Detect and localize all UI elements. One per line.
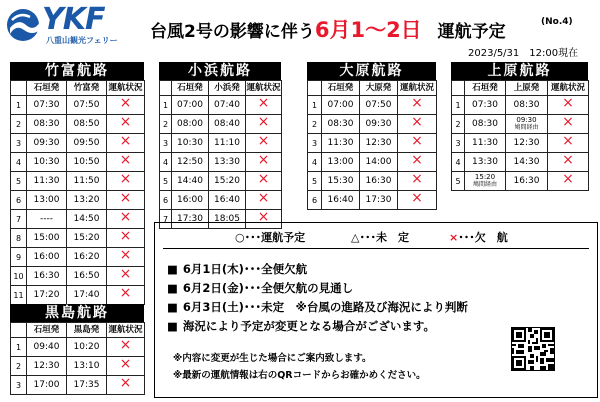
departure-ishigaki: 16:40 xyxy=(322,191,360,210)
departure-island: 10:20 xyxy=(67,338,107,357)
status-cancelled xyxy=(107,96,145,115)
departure-ishigaki: 08:30 xyxy=(322,115,360,134)
departure-island: 09:30 xyxy=(360,115,398,134)
status-cancelled xyxy=(398,115,437,134)
departure-ishigaki: 13:00 xyxy=(322,153,360,172)
departure-ishigaki: 12:30 xyxy=(27,357,67,376)
title-prefix: 台風2号の影響に伴う xyxy=(150,22,315,42)
row-number: 3 xyxy=(452,134,465,153)
departure-island: 07:50 xyxy=(360,96,398,115)
cancel-x-icon: × xyxy=(257,209,270,225)
table-row xyxy=(11,338,145,357)
departure-ishigaki: 17:00 xyxy=(27,376,67,395)
status-cancelled xyxy=(107,229,145,248)
status-cancelled xyxy=(107,172,145,191)
status-cancelled xyxy=(548,134,589,153)
status-cancelled xyxy=(548,115,589,134)
notice-line-3: ■ 6月3日(土)･･･未定 ※台風の進路及び海況により判断 xyxy=(167,299,468,315)
via-note: 鳩間経由 xyxy=(472,181,497,188)
issue-number: (No.4) xyxy=(541,17,573,27)
status-cancelled xyxy=(398,191,437,210)
cancel-x-icon: × xyxy=(411,171,423,187)
row-number: 1 xyxy=(11,338,27,357)
timetable xyxy=(10,322,145,395)
column-header: 小浜発 xyxy=(209,81,246,96)
departure-island xyxy=(506,115,548,134)
table-row xyxy=(308,115,437,134)
cancel-x-icon: × xyxy=(119,356,132,372)
cancel-x-icon: × xyxy=(119,337,132,353)
table-row xyxy=(160,172,282,191)
table-row xyxy=(11,134,145,153)
brand-name: YKF xyxy=(42,2,105,37)
row-number-header xyxy=(160,81,172,96)
status-cancelled xyxy=(548,96,589,115)
departure-island: 17:40 xyxy=(67,286,107,305)
cancel-x-icon: × xyxy=(119,152,132,168)
table-header-row xyxy=(308,81,437,96)
table-row xyxy=(452,153,589,172)
table-row xyxy=(11,248,145,267)
status-cancelled xyxy=(107,338,145,357)
timetable xyxy=(159,80,282,229)
departure-ishigaki: 12:50 xyxy=(172,153,209,172)
legend-cancel-text: ･･･欠 航 xyxy=(458,231,508,244)
departure-island: 16:30 xyxy=(506,172,548,191)
row-number: 7 xyxy=(160,210,172,229)
status-cancelled xyxy=(107,134,145,153)
row-number-header xyxy=(11,81,27,96)
row-number-header xyxy=(11,323,27,338)
departure-ishigaki: 13:30 xyxy=(465,153,506,172)
table-row xyxy=(11,357,145,376)
departure-island: 15:20 xyxy=(67,229,107,248)
page-title xyxy=(150,14,506,44)
cancel-x-icon: × xyxy=(119,95,132,111)
column-header: 運航状況 xyxy=(548,81,589,96)
row-number: 5 xyxy=(11,172,27,191)
table-row xyxy=(11,115,145,134)
row-number-header xyxy=(308,81,322,96)
departure-island: 13:30 xyxy=(209,153,246,172)
legend-cancel-mark: × xyxy=(449,231,459,244)
departure-ishigaki: 17:30 xyxy=(172,210,209,229)
status-cancelled xyxy=(246,134,282,153)
departure-ishigaki: 14:40 xyxy=(172,172,209,191)
table-row xyxy=(308,153,437,172)
cancel-x-icon: × xyxy=(119,375,132,391)
departure-ishigaki: 11:30 xyxy=(465,134,506,153)
time-value: 09:30 xyxy=(516,116,537,124)
status-cancelled xyxy=(548,153,589,172)
row-number: 1 xyxy=(11,96,27,115)
departure-island: 15:20 xyxy=(209,172,246,191)
departure-island: 18:05 xyxy=(209,210,246,229)
departure-ishigaki: 16:00 xyxy=(27,248,67,267)
status-cancelled xyxy=(107,248,145,267)
cancel-x-icon: × xyxy=(411,190,423,206)
table-row xyxy=(452,96,589,115)
row-number: 2 xyxy=(308,115,322,134)
departure-ishigaki: 16:30 xyxy=(27,267,67,286)
column-header: 石垣発 xyxy=(322,81,360,96)
table-row xyxy=(11,153,145,172)
footnote-change: ※内容に変更が生じた場合にご案内致します。 xyxy=(173,353,372,364)
departure-island: 07:50 xyxy=(67,96,107,115)
column-header: 運航状況 xyxy=(398,81,437,96)
status-cancelled xyxy=(246,172,282,191)
departure-island: 17:30 xyxy=(360,191,398,210)
departure-ishigaki: 07:30 xyxy=(27,96,67,115)
row-number: 6 xyxy=(308,191,322,210)
cancel-x-icon: × xyxy=(257,133,270,149)
legend-undecided: △･･･未 定 xyxy=(351,231,409,244)
cancel-x-icon: × xyxy=(119,190,132,206)
time-value: 15:20 xyxy=(474,173,496,181)
row-number: 2 xyxy=(11,357,27,376)
row-number: 9 xyxy=(11,248,27,267)
departure-ishigaki: 07:30 xyxy=(465,96,506,115)
departure-ishigaki: 11:30 xyxy=(27,172,67,191)
row-number: 8 xyxy=(11,229,27,248)
table-row xyxy=(160,115,282,134)
row-number-header xyxy=(452,81,465,96)
timetable xyxy=(10,80,145,305)
departure-island: 16:50 xyxy=(67,267,107,286)
status-cancelled xyxy=(398,134,437,153)
departure-island: 11:10 xyxy=(209,134,246,153)
departure-ishigaki: 08:30 xyxy=(465,115,506,134)
row-number: 1 xyxy=(452,96,465,115)
cancel-x-icon: × xyxy=(257,171,270,187)
column-header: 石垣発 xyxy=(27,81,67,96)
table-row xyxy=(160,191,282,210)
route-title: 大原航路 xyxy=(307,62,436,80)
table-row xyxy=(452,115,589,134)
status-cancelled xyxy=(548,172,589,191)
row-number: 5 xyxy=(308,172,322,191)
status-cancelled xyxy=(107,357,145,376)
cancel-x-icon: × xyxy=(119,209,132,225)
departure-ishigaki: 13:00 xyxy=(27,191,67,210)
cancel-x-icon: × xyxy=(119,133,132,149)
status-cancelled xyxy=(398,96,437,115)
row-number: 3 xyxy=(11,376,27,395)
cancel-x-icon: × xyxy=(119,114,132,130)
cancel-x-icon: × xyxy=(257,152,270,168)
departure-island: 16:40 xyxy=(209,191,246,210)
row-number: 11 xyxy=(11,286,27,305)
cancel-x-icon: × xyxy=(562,133,574,149)
table-row xyxy=(452,172,589,191)
status-cancelled xyxy=(107,267,145,286)
departure-ishigaki xyxy=(465,172,506,191)
cancel-x-icon: × xyxy=(257,190,270,206)
table-row xyxy=(11,96,145,115)
status-cancelled xyxy=(107,115,145,134)
row-number: 5 xyxy=(452,172,465,191)
route-taketomi xyxy=(10,62,144,305)
table-row xyxy=(160,153,282,172)
wave-logo-icon xyxy=(6,8,42,42)
column-header: 石垣発 xyxy=(465,81,506,96)
cancel-x-icon: × xyxy=(119,247,132,263)
route-ohara xyxy=(307,62,436,210)
table-row xyxy=(11,191,145,210)
status-cancelled xyxy=(398,153,437,172)
table-row xyxy=(308,172,437,191)
departure-island: 08:50 xyxy=(67,115,107,134)
row-number: 4 xyxy=(11,153,27,172)
departure-ishigaki: 09:40 xyxy=(27,338,67,357)
column-header: 上原発 xyxy=(506,81,548,96)
row-number: 6 xyxy=(160,191,172,210)
departure-ishigaki: ---- xyxy=(27,210,67,229)
departure-island: 12:30 xyxy=(506,134,548,153)
cancel-x-icon: × xyxy=(562,95,574,111)
departure-island: 16:20 xyxy=(67,248,107,267)
status-cancelled xyxy=(398,172,437,191)
departure-island: 17:35 xyxy=(67,376,107,395)
status-cancelled xyxy=(107,191,145,210)
route-title: 竹富航路 xyxy=(10,62,144,80)
route-title: 黒島航路 xyxy=(10,304,144,322)
cancel-x-icon: × xyxy=(562,114,574,130)
table-header-row xyxy=(11,81,145,96)
table-row xyxy=(452,134,589,153)
cancel-x-icon: × xyxy=(119,285,132,301)
departure-ishigaki: 07:00 xyxy=(172,96,209,115)
row-number: 2 xyxy=(160,115,172,134)
table-row xyxy=(160,134,282,153)
row-number: 3 xyxy=(11,134,27,153)
departure-ishigaki: 09:30 xyxy=(27,134,67,153)
status-cancelled xyxy=(246,96,282,115)
departure-ishigaki: 07:00 xyxy=(322,96,360,115)
row-number: 4 xyxy=(452,153,465,172)
cancel-x-icon: × xyxy=(257,95,270,111)
timetable xyxy=(307,80,437,210)
departure-island: 07:40 xyxy=(209,96,246,115)
departure-island: 14:30 xyxy=(506,153,548,172)
table-header-row xyxy=(452,81,589,96)
legend-divider xyxy=(163,248,589,249)
route-kuroshima xyxy=(10,304,144,395)
notice-line-4: ■ 海況により予定が変更となる場合がございます。 xyxy=(167,318,435,334)
cancel-x-icon: × xyxy=(411,133,423,149)
table-row xyxy=(11,286,145,305)
legend-scheduled: ○･･･運航予定 xyxy=(235,231,306,244)
ykf-logo xyxy=(6,2,126,46)
departure-ishigaki: 08:30 xyxy=(27,115,67,134)
departure-island: 10:50 xyxy=(67,153,107,172)
departure-ishigaki: 15:00 xyxy=(27,229,67,248)
departure-island: 16:30 xyxy=(360,172,398,191)
row-number: 10 xyxy=(11,267,27,286)
departure-island: 08:40 xyxy=(209,115,246,134)
cancel-x-icon: × xyxy=(119,266,132,282)
route-title: 小浜航路 xyxy=(159,62,281,80)
route-uehara xyxy=(451,62,588,191)
table-row xyxy=(11,267,145,286)
table-row xyxy=(308,96,437,115)
departure-island: 11:50 xyxy=(67,172,107,191)
departure-ishigaki: 15:30 xyxy=(322,172,360,191)
qr-code-icon[interactable] xyxy=(511,327,555,371)
table-row xyxy=(11,229,145,248)
updated-timestamp: 2023/5/31 12:00現在 xyxy=(468,48,579,59)
cancel-x-icon: × xyxy=(411,114,423,130)
title-dates: 6月1〜2日 xyxy=(314,18,422,42)
column-header: 運航状況 xyxy=(107,81,145,96)
notice-line-1: ■ 6月1日(木)･･･全便欠航 xyxy=(167,261,307,277)
departure-island: 09:50 xyxy=(67,134,107,153)
column-header: 運航状況 xyxy=(246,81,282,96)
route-title: 上原航路 xyxy=(451,62,588,80)
column-header: 大原発 xyxy=(360,81,398,96)
notice-line-2: ■ 6月2日(金)･･･全便欠航の見通し xyxy=(167,280,353,296)
row-number: 6 xyxy=(11,191,27,210)
departure-ishigaki: 16:00 xyxy=(172,191,209,210)
table-row xyxy=(308,134,437,153)
row-number: 3 xyxy=(308,134,322,153)
footnote-qr: ※最新の運航情報は右のQRコードからお確かめください。 xyxy=(173,370,426,381)
departure-ishigaki: 11:30 xyxy=(322,134,360,153)
departure-island: 14:50 xyxy=(67,210,107,229)
via-note: 鳩間経由 xyxy=(514,124,539,131)
table-header-row xyxy=(11,323,145,338)
departure-island: 12:30 xyxy=(360,134,398,153)
status-cancelled xyxy=(246,115,282,134)
column-header: 竹富発 xyxy=(67,81,107,96)
row-number: 2 xyxy=(452,115,465,134)
row-number: 4 xyxy=(160,153,172,172)
status-cancelled xyxy=(107,286,145,305)
column-header: 石垣発 xyxy=(172,81,209,96)
timetable xyxy=(451,80,589,191)
column-header: 運航状況 xyxy=(107,323,145,338)
table-header-row xyxy=(160,81,282,96)
row-number: 1 xyxy=(308,96,322,115)
table-row xyxy=(11,376,145,395)
status-cancelled xyxy=(246,191,282,210)
row-number: 4 xyxy=(308,153,322,172)
row-number: 2 xyxy=(11,115,27,134)
departure-ishigaki: 10:30 xyxy=(27,153,67,172)
departure-island: 14:00 xyxy=(360,153,398,172)
cancel-x-icon: × xyxy=(562,171,574,187)
row-number: 1 xyxy=(160,96,172,115)
departure-ishigaki: 08:00 xyxy=(172,115,209,134)
column-header: 石垣発 xyxy=(27,323,67,338)
table-row xyxy=(11,210,145,229)
departure-island: 13:10 xyxy=(67,357,107,376)
title-suffix: 運航予定 xyxy=(437,22,506,42)
departure-ishigaki: 17:20 xyxy=(27,286,67,305)
row-number: 7 xyxy=(11,210,27,229)
table-row xyxy=(160,96,282,115)
departure-island: 13:20 xyxy=(67,191,107,210)
status-cancelled xyxy=(107,210,145,229)
cancel-x-icon: × xyxy=(119,171,132,187)
table-row xyxy=(308,191,437,210)
cancel-x-icon: × xyxy=(257,114,270,130)
status-cancelled xyxy=(246,153,282,172)
status-cancelled xyxy=(107,376,145,395)
table-row xyxy=(11,172,145,191)
notice-box xyxy=(154,222,598,398)
cancel-x-icon: × xyxy=(411,95,423,111)
column-header: 黒島発 xyxy=(67,323,107,338)
brand-subtitle: 八重山観光フェリー xyxy=(46,36,118,45)
departure-island: 08:30 xyxy=(506,96,548,115)
status-cancelled xyxy=(107,153,145,172)
cancel-x-icon: × xyxy=(562,152,574,168)
route-kohama xyxy=(159,62,281,229)
row-number: 5 xyxy=(160,172,172,191)
cancel-x-icon: × xyxy=(119,228,132,244)
departure-ishigaki: 10:30 xyxy=(172,134,209,153)
cancel-x-icon: × xyxy=(411,152,423,168)
row-number: 3 xyxy=(160,134,172,153)
